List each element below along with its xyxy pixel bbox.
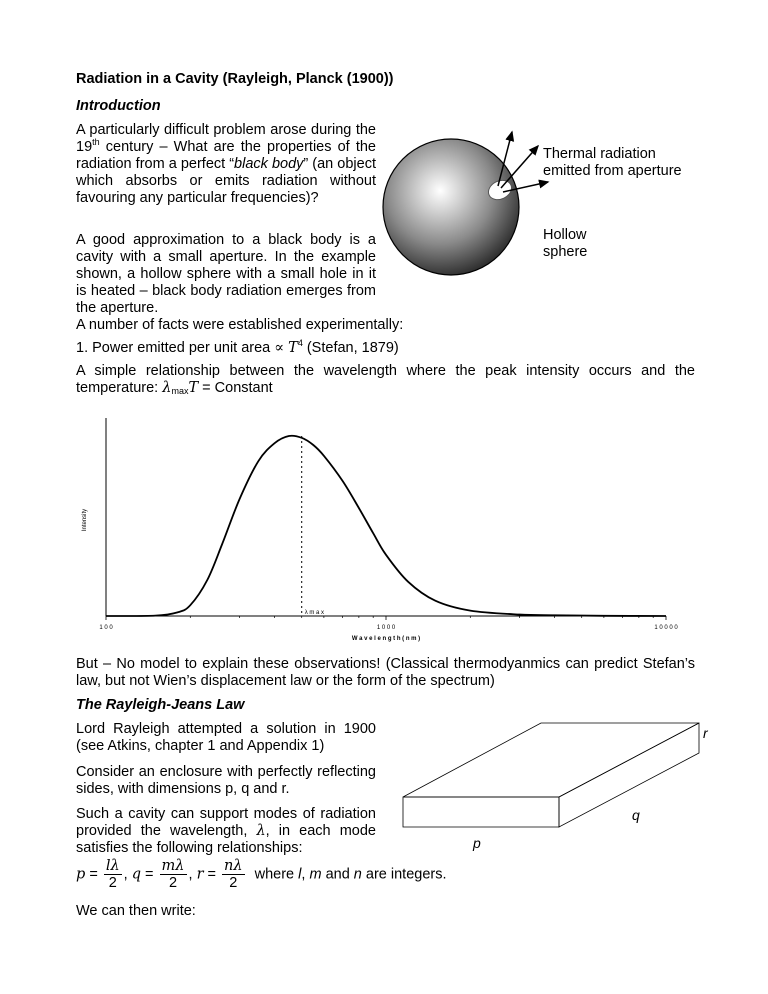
x-tick-label: 1 0 0 0	[376, 625, 396, 631]
page-title: Radiation in a Cavity (Rayleigh, Planck (1900))	[76, 71, 394, 87]
x-axis-label: W a v e l e n g t h ( n m )	[351, 636, 421, 642]
rj-paragraph-1: Lord Rayleigh attempted a solution in 1900 (see Atkins, chapter 1 and Appendix 1)	[76, 721, 376, 754]
spectrum-curve	[106, 436, 666, 616]
rj-paragraph-2: Consider an enclosure with perfectly reflecting sides, with dimensions p, q and r.	[76, 764, 376, 797]
mode-equation: p = $\frac{l\lambda}{2}$ , q = $\frac{m\lambda}{2}$ , r = $\frac{n\lambda}{2}$ where l, m and n are integers.	[76, 858, 447, 891]
rayleigh-jeans-heading: The Rayleigh-Jeans Law	[76, 697, 245, 713]
box-top-face	[403, 723, 699, 797]
fraction-m: $\frac{m\lambda}{2}$	[161, 858, 185, 891]
box-side-face	[559, 723, 699, 827]
intro-paragraph-1: A particularly difficult problem arose during the 19th century – What are the properties of the radiation from a perfect “black body” (an object which absorbs or emits radiation without favouring any particular frequencies)?	[76, 122, 376, 206]
box-front-face	[403, 797, 559, 827]
intro-paragraph-4: A simple relationship between the wavelength where the peak intensity occurs and the temperature: $\lambda_{max}T$ = Constant	[76, 363, 695, 396]
lambda-max-label: λ m a x	[304, 610, 325, 616]
intro-heading: Introduction	[76, 98, 161, 114]
rj-paragraph-3: Such a cavity can support modes of radiation provided the wavelength, λ, in each mode satisfies the following relationships:	[76, 806, 376, 856]
dimension-r-label: r	[703, 725, 708, 741]
fraction-l: $\frac{l\lambda}{2}$	[105, 858, 120, 891]
y-axis-label: Intensity	[82, 508, 88, 532]
cavity-box-figure	[395, 715, 725, 855]
thermal-radiation-label: Thermal radiation emitted from aperture	[543, 146, 682, 179]
dimension-q-label: q	[632, 807, 640, 823]
intro-paragraph-3: A number of facts were established experimentally:	[76, 317, 404, 333]
fraction-n: $\frac{n\lambda}{2}$	[224, 858, 243, 891]
sphere-shape	[383, 139, 519, 275]
dimension-p-label: p	[473, 835, 481, 851]
after-chart-paragraph: But – No model to explain these observations! (Classical thermodyanmics can predict Stefan’s law, but not Wien’s displacement law or the form of the spectrum)	[76, 656, 695, 689]
blackbody-spectrum-chart	[76, 410, 696, 645]
rj-paragraph-4: We can then write:	[76, 903, 196, 919]
x-tick-label: 1 0 0 0 0	[654, 625, 678, 631]
x-tick-label: 1 0 0	[99, 625, 113, 631]
intro-paragraph-2: A good approximation to a black body is a cavity with a small aperture. In the example shown, a hollow sphere with a small hole in it is heated – black body radiation emerges from the aperture.	[76, 232, 376, 316]
fact-1: 1. Power emitted per unit area ∝ $T^4$ (Stefan, 1879)	[76, 338, 399, 356]
hollow-sphere-label: Hollow sphere	[543, 227, 588, 260]
